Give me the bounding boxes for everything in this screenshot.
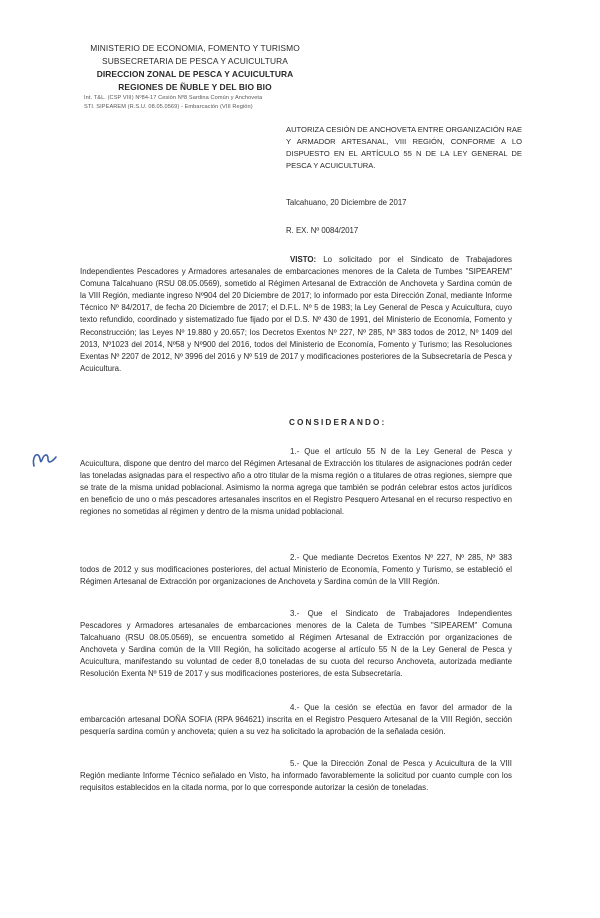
visto-text: Lo solicitado por el Sindicato de Trabajadores Independientes Pescadores y Armadores artesanales de embarcaciones menores de la Caleta de Tumbes "SIPEAREM" Comuna Talcahuano (RSU 08.05.0569), sometido al Régimen Artesanal de Extracción de Anchoveta y Sardina común de la VIII Región, mediante ingreso Nº904 del 20 Diciembre de 2017; lo informado por esta Dirección Zonal, mediante Informe Técnico Nº 84/2017, de fecha 20 Diciembre de 2017; el D.F.L. Nº 5 de 1983; la Ley General de Pesca y Acuicultura, cuyo texto refundido, coordinado y sistematizado fue fijado por el D.S. Nº 430 de 1991, del Ministerio de Economía, Fomento y Reconstrucción; las Leyes Nº 19.880 y 20.657; los Decretos Exentos Nº 227, Nº 285, Nº 383 todos de 2012, Nº 1409 del 2013, Nº1023 del 2014, Nº58 y Nº900 del 2016, todos del Ministerio de Economía, Fomento y Turismo; las Resoluciones Exentas Nº 2207 de 2012, Nº 3996 del 2016 y Nº 519 de 2017 y modificaciones posteriores de la Subsecretaría de Pesca y Acuicultura. — [80, 255, 512, 373]
letterhead-ministry: MINISTERIO DE ECONOMIA, FOMENTO Y TURISMO — [90, 43, 300, 53]
considerando-3: 3.- Que el Sindicato de Trabajadores Independientes Pescadores y Armadores artesanales de embarcaciones menores de la Caleta de Tumbes "SIPEAREM" Comuna Talcahuano (RSU 08.05.0569), se encuentra sometido al Régimen Artesanal de Extracción por organizaciones de Anchoveta y Sardina común de la VIII Región, ha solicitado acogerse al artículo 55 N de la Ley General de Pesca y Acuicultura, manifestando su voluntad de ceder 8,0 toneladas de su cuota del recurso Anchoveta, autorizada mediante Resolución Exenta Nº 519 de 2017 y sus modificaciones posteriores, de esta Subsecretaría. — [80, 609, 512, 679]
letterhead-subsecretaria: SUBSECRETARIA DE PESCA Y ACUICULTURA — [102, 56, 288, 66]
visto-keyword: VISTO: — [290, 255, 317, 264]
reference-line-1: Int. T&L. (CSP VIII) Nº84-17 Cesión Nº8 Sardina Común y Anchoveta — [84, 95, 263, 101]
reference-line-2: STI. SIPEAREM (R.S.U. 08.05.0569) - Embarcación (VIII Región) — [84, 103, 253, 110]
handwritten-initials — [30, 448, 62, 470]
date-line: Talcahuano, 20 Diciembre de 2017 — [286, 198, 407, 207]
visto-paragraph — [80, 254, 512, 375]
subject-block: AUTORIZA CESIÓN DE ANCHOVETA ENTRE ORGANIZACIÓN RAE Y ARMADOR ARTESANAL, VIII REGIÓN, CONFORME A LO DISPUESTO EN EL ARTÍCULO 55 N DE LA LEY GENERAL DE PESCA Y ACUICULTURA. — [286, 125, 523, 170]
letterhead-regiones: REGIONES DE ÑUBLE Y DEL BIO BIO — [118, 82, 272, 92]
considerando-1: 1.- Que el artículo 55 N de la Ley General de Pesca y Acuicultura, dispone que dentro del marco del Régimen Artesanal de Extracción los titulares de asignaciones podrán ceder las toneladas asignadas para el respectivo año a otro titular de la misma región o a titulares de otras regiones, siempre que se trate de la misma unidad poblacional. Asimismo la norma agrega que también se podrán celebrar estos actos jurídicos en beneficio de uno o más pescadores artesanales inscritos en el Registro Pesquero Artesanal en el recurso respectivo en regiones no sometidas al régimen y dentro de la misma unidad poblacional. — [80, 447, 512, 517]
considerando-2: 2.- Que mediante Decretos Exentos Nº 227, Nº 285, Nº 383 todos de 2012 y sus modificaciones posteriores, del actual Ministerio de Economía, Fomento y Turismo, se estableció el Régimen Artesanal de Extracción por organizaciones de Anchoveta y Sardina común de la VIII Región. — [80, 553, 512, 587]
letterhead — [70, 42, 320, 111]
resolution-number: R. EX. Nº 0084/2017 — [286, 226, 359, 235]
letterhead-direccion: DIRECCION ZONAL DE PESCA Y ACUICULTURA — [96, 69, 294, 79]
considerando-heading: CONSIDERANDO: — [289, 418, 387, 427]
considerando-4: 4.- Que la cesión se efectúa en favor del armador de la embarcación artesanal DOÑA SOFIA (RPA 964621) inscrita en el Registro Pesquero Artesanal de la VIII Región, sección pesquería sardina común y anchoveta; quien a su vez ha solicitado la aprobación de la señalada cesión. — [80, 703, 512, 737]
considerando-5: 5.- Que la Dirección Zonal de Pesca y Acuicultura de la VIII Región mediante Informe Técnico señalado en Visto, ha informado favorablemente la solicitud por cuanto cumple con los requisitos establecidos en la citada norma, por lo que corresponde autorizar la cesión de toneladas. — [80, 759, 512, 793]
